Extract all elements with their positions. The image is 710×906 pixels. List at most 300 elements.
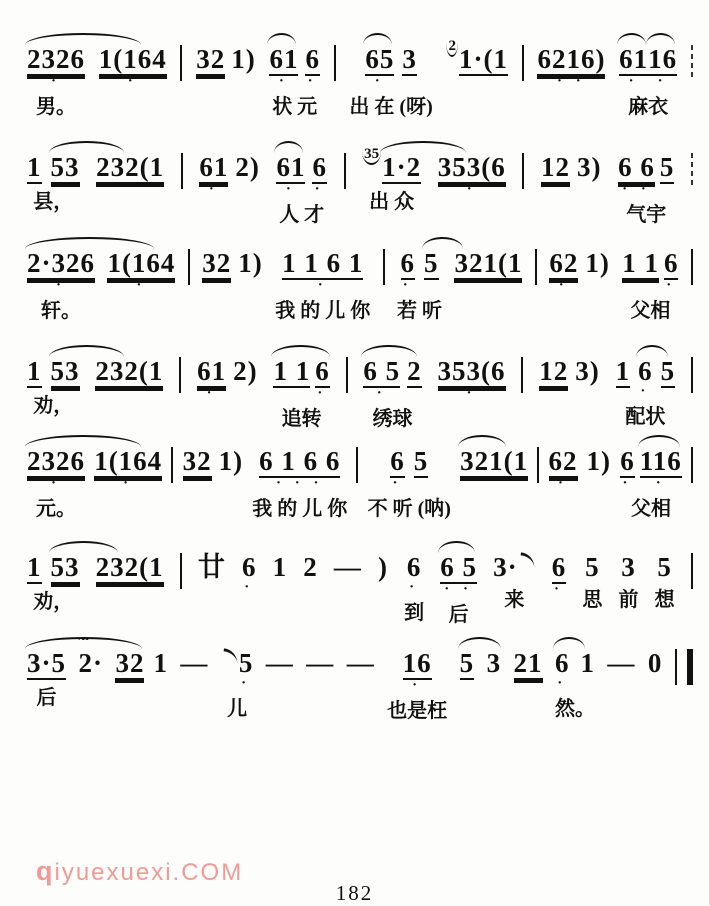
note-group	[460, 446, 528, 478]
lyric: 思	[582, 589, 603, 611]
barline	[180, 553, 182, 589]
note-digits: 321(1	[460, 446, 529, 476]
note	[403, 648, 432, 693]
note-cell	[27, 44, 85, 119]
note-digits: 5	[585, 552, 600, 582]
note	[51, 152, 80, 184]
note-cell	[221, 648, 254, 721]
note-group	[202, 248, 263, 280]
note	[242, 552, 257, 595]
octave-dots: ·	[392, 475, 403, 491]
note-digits: 廿	[197, 552, 226, 582]
barline	[346, 357, 348, 393]
barline	[521, 357, 523, 393]
octave-dots: ·	[657, 73, 668, 89]
lyric: 也是枉	[387, 700, 448, 722]
barline-cell	[334, 44, 336, 81]
lyric: 劝，	[33, 591, 74, 613]
note-group	[266, 648, 294, 678]
note	[657, 552, 672, 582]
note-digits: 232(1	[96, 152, 165, 182]
note-cell	[404, 552, 424, 625]
note-group	[616, 356, 676, 399]
barline-cell	[383, 248, 385, 285]
note	[96, 152, 164, 184]
note	[27, 356, 42, 388]
note-cell	[266, 648, 294, 678]
note	[390, 446, 405, 491]
octave-dots: · ·	[444, 581, 473, 597]
note-digits: 1)	[585, 248, 610, 278]
octave-dots: ·	[241, 675, 252, 691]
note-digits: 61	[269, 44, 299, 74]
note-cell	[273, 356, 329, 431]
barline	[179, 357, 181, 393]
lyric: 到	[404, 602, 425, 624]
note-cell	[438, 152, 506, 197]
lyric: 父相	[630, 498, 671, 520]
note-cell	[276, 152, 327, 227]
octave-dots: ·	[123, 475, 134, 491]
note	[585, 552, 600, 582]
note-group	[198, 552, 226, 582]
note-digits: 232(1	[95, 552, 164, 582]
note-cell	[537, 44, 605, 89]
lyric: 前	[618, 589, 639, 611]
note	[27, 248, 95, 293]
lyric: 气宇	[626, 204, 667, 226]
note	[99, 44, 167, 89]
barline	[188, 249, 190, 285]
note	[196, 44, 225, 76]
note-group	[27, 152, 80, 184]
note	[27, 552, 42, 584]
note	[539, 356, 568, 388]
barline-cell	[691, 152, 693, 189]
lyric: 轩。	[41, 300, 81, 322]
note-group	[648, 648, 663, 678]
lyric: 人 才	[279, 204, 325, 226]
note-cell	[334, 552, 362, 582]
note-group	[390, 446, 428, 491]
note-group	[378, 552, 388, 582]
note	[231, 44, 256, 74]
barline-cell	[356, 446, 358, 483]
note-group	[27, 356, 80, 388]
note-cell	[196, 44, 256, 76]
octave-dots: ·	[558, 277, 569, 293]
note-digits: 2	[303, 552, 318, 582]
note-digits: 1)	[231, 44, 256, 74]
note-digits: 1	[153, 648, 168, 678]
octave-dots: ·	[244, 579, 255, 595]
note	[202, 248, 231, 280]
lyric: 状 元	[272, 96, 318, 118]
note	[424, 248, 439, 280]
note-digits: 6	[400, 248, 416, 278]
barline-cell	[691, 44, 693, 81]
octave-dots: · ·	[557, 73, 586, 89]
note-group	[460, 648, 475, 680]
note-digits: 6 6	[618, 152, 655, 182]
note	[259, 446, 340, 491]
grace-note	[362, 146, 382, 165]
note-group	[27, 446, 85, 491]
note-digits: 1·(1	[458, 44, 508, 74]
note-digits: 1	[27, 152, 42, 182]
note-cell	[378, 552, 388, 582]
note-digits: 3)	[577, 152, 602, 182]
note-group	[365, 44, 417, 89]
barline-cell	[535, 248, 537, 285]
octave-dots: ·	[374, 73, 385, 89]
note-cell	[446, 38, 508, 76]
note-cell	[549, 248, 610, 293]
note	[638, 356, 653, 399]
note-group	[493, 552, 536, 582]
note-group	[269, 44, 320, 89]
note-digits: 6	[242, 552, 257, 582]
note	[622, 248, 659, 280]
note-cell	[202, 248, 263, 280]
note-cell	[198, 552, 226, 582]
note-digits: 1 1 6 1	[282, 248, 364, 278]
note-digits: 32	[196, 44, 226, 74]
note	[454, 248, 522, 280]
note-group	[282, 248, 363, 293]
octave-dots: ·	[557, 675, 568, 691]
note-digits: 3)	[575, 356, 600, 386]
barline	[691, 249, 693, 285]
barline	[537, 447, 539, 483]
note	[587, 446, 612, 476]
note	[276, 152, 305, 197]
score-system	[27, 248, 693, 323]
note	[115, 648, 144, 680]
note-group	[555, 648, 595, 691]
lyric: 追转	[281, 408, 322, 430]
note	[273, 356, 310, 388]
note	[552, 552, 567, 597]
note-group	[334, 552, 362, 582]
note-cell	[368, 446, 451, 521]
note	[315, 356, 330, 401]
note-group	[514, 648, 543, 680]
note-digits: 1(164	[94, 446, 163, 476]
note-group	[273, 356, 329, 401]
note-digits: 5	[238, 648, 254, 678]
barline	[180, 45, 182, 81]
note-digits: 6 1 6 6	[259, 446, 341, 476]
note-group	[618, 152, 674, 197]
note	[27, 44, 85, 89]
note-digits: 232(1	[95, 356, 164, 386]
note-digits: 61	[197, 356, 227, 386]
octave-dots: ·	[466, 181, 477, 197]
note-group	[94, 446, 162, 491]
note-digits: 5	[659, 152, 675, 182]
watermark-text: qiyuexuexi.COM	[36, 856, 244, 886]
note-cell	[275, 248, 370, 323]
note-group	[259, 446, 340, 491]
note-cell	[306, 648, 334, 678]
note-cell	[397, 248, 442, 323]
note-digits: 2·326	[27, 248, 96, 278]
note-digits: 2	[446, 39, 458, 57]
note	[238, 248, 263, 278]
lyric: 父相	[630, 300, 671, 322]
note-group	[407, 552, 422, 595]
barline	[171, 447, 173, 483]
note-digits: 6	[390, 446, 405, 476]
note	[414, 446, 429, 478]
note-digits: 6	[305, 44, 320, 74]
note-cell	[619, 44, 677, 119]
note	[640, 446, 682, 491]
lyric: 来	[504, 589, 525, 611]
note-digits: )	[378, 552, 388, 582]
note-digits: 6	[620, 446, 635, 476]
note-digits: 116	[639, 446, 682, 476]
note-cell	[27, 248, 95, 323]
note-group	[196, 44, 256, 76]
note-digits: 6	[406, 552, 422, 582]
note	[306, 648, 334, 678]
note-group	[541, 152, 602, 184]
note-group	[438, 152, 506, 197]
note-digits: 32	[115, 648, 145, 678]
note-digits: 2	[407, 356, 422, 386]
score-system	[27, 446, 693, 521]
note-cell	[99, 44, 167, 89]
note-cell	[94, 446, 162, 491]
barline	[344, 153, 346, 189]
note-digits: —	[607, 648, 636, 678]
note-digits: 5	[424, 248, 439, 278]
note-digits: 61	[199, 152, 229, 182]
lyric: 出 众	[369, 191, 415, 213]
note	[438, 356, 506, 401]
note-digits: 2326	[27, 446, 85, 476]
barline-cell	[691, 552, 693, 589]
note-digits: 6	[312, 152, 327, 182]
octave-dots: ·	[208, 181, 219, 197]
note	[580, 648, 595, 678]
barline	[522, 45, 524, 81]
note-digits: 35	[362, 147, 381, 165]
note-digits: 321(1	[454, 248, 523, 278]
note-group	[607, 648, 635, 678]
note-digits: 6	[638, 356, 653, 386]
note	[575, 356, 600, 386]
note-group	[440, 552, 477, 597]
lyric: 不 听 (呐)	[367, 498, 451, 520]
note-group	[96, 552, 164, 584]
note	[96, 552, 164, 584]
note-cell	[180, 648, 208, 678]
note-digits: 1	[27, 552, 42, 582]
note-digits: 6	[315, 356, 330, 386]
note-digits: 32	[182, 446, 212, 476]
note	[235, 152, 260, 182]
note-group	[306, 648, 334, 678]
tremolo-mark: ~~	[78, 631, 86, 646]
note	[51, 356, 80, 388]
note-group	[362, 146, 422, 184]
barline-cell	[675, 648, 693, 685]
octave-dots: ·	[622, 475, 633, 491]
note-cell	[552, 552, 567, 597]
note	[460, 446, 528, 478]
note	[27, 446, 85, 491]
note	[549, 248, 578, 293]
barline-cell	[346, 356, 348, 393]
note-cell	[252, 446, 347, 521]
barline	[691, 153, 693, 189]
octave-dots: ·	[466, 385, 477, 401]
note	[199, 152, 228, 197]
note-group	[180, 648, 208, 678]
note-group	[363, 356, 421, 401]
note-cell	[648, 648, 663, 678]
barline-cell	[180, 44, 182, 81]
note-cell	[454, 248, 522, 280]
note-cell	[115, 648, 168, 680]
note	[577, 152, 602, 182]
note-digits: 1)	[238, 248, 263, 278]
note-cell	[199, 152, 260, 197]
lyric: 男。	[36, 96, 76, 118]
note-cell	[362, 146, 422, 214]
note-cell	[387, 648, 447, 723]
note	[487, 648, 502, 678]
note-digits: 6216)	[537, 44, 606, 74]
barline	[691, 357, 693, 393]
barline-cell	[522, 44, 524, 81]
octave-dots: ·	[317, 385, 328, 401]
note-digits: 1)	[586, 446, 612, 476]
note-cell	[349, 44, 432, 119]
note-cell	[619, 552, 639, 612]
note	[493, 552, 518, 582]
octave-dots: ·	[317, 277, 328, 293]
barline-cell	[180, 552, 182, 589]
note-cell	[616, 356, 676, 429]
note	[440, 552, 477, 597]
note-cell	[607, 648, 635, 678]
note-digits: 0	[647, 648, 663, 678]
note-group	[620, 446, 682, 491]
barline	[691, 45, 693, 81]
note-digits: 6 5	[440, 552, 477, 582]
note-group	[537, 44, 605, 89]
note	[153, 648, 168, 678]
note-group	[276, 152, 327, 197]
note-group	[303, 552, 318, 582]
note-group	[27, 44, 85, 89]
note-cell	[622, 248, 678, 323]
note	[648, 648, 663, 678]
note-digits: 62	[549, 248, 579, 278]
note-cell	[197, 356, 258, 401]
octave-dots: · · ·	[275, 475, 324, 491]
barline	[181, 153, 183, 189]
grace-note	[446, 38, 459, 57]
note	[407, 552, 422, 595]
octave-dots: ·	[412, 677, 423, 693]
note-group	[549, 248, 610, 293]
note	[438, 152, 506, 197]
note	[620, 446, 635, 491]
note-digits: 1 1	[622, 248, 659, 278]
note-digits: 1(164	[107, 248, 176, 278]
note	[459, 44, 508, 76]
note-cell	[555, 648, 595, 721]
note	[661, 356, 676, 388]
note-group	[242, 552, 257, 595]
note-group	[199, 152, 260, 197]
note-digits: —	[333, 552, 362, 582]
page-number: 182	[335, 881, 374, 905]
note-cell	[487, 648, 502, 678]
note	[197, 356, 226, 401]
note-digits: 61	[276, 152, 306, 182]
score-system	[27, 146, 693, 227]
barline	[334, 45, 336, 81]
note-cell	[493, 552, 536, 612]
octave-dots: ·	[402, 277, 413, 293]
note-group	[115, 648, 168, 680]
note-cell	[582, 552, 602, 612]
octave-dots: ·	[50, 73, 61, 89]
note	[269, 44, 298, 89]
note	[78, 631, 103, 678]
note-group	[197, 356, 258, 401]
note-cell	[460, 446, 528, 478]
note-group	[549, 446, 612, 491]
note	[51, 552, 80, 584]
note-digits: 6	[554, 648, 570, 678]
lyric: 我 的 儿 你	[252, 498, 348, 520]
note-cell	[27, 648, 66, 710]
note	[266, 648, 294, 678]
note-group	[487, 648, 502, 678]
barline	[522, 153, 524, 189]
note	[401, 248, 416, 293]
note-group	[273, 552, 288, 582]
note-group	[347, 648, 375, 678]
note	[282, 248, 363, 293]
octave-dots: ·	[558, 475, 569, 491]
note-group	[552, 552, 567, 597]
note-group	[403, 648, 432, 693]
lyric: 我 的 儿 你	[275, 300, 371, 322]
lyric: 配状	[625, 406, 666, 428]
note-digits: 1	[580, 648, 595, 678]
lyric: 劝，	[33, 395, 74, 417]
note-cell	[438, 356, 506, 401]
lyric: 后	[36, 687, 57, 709]
note	[27, 152, 42, 184]
note-digits: 1	[615, 356, 631, 386]
note	[273, 552, 288, 582]
note	[607, 648, 635, 678]
note-digits: 1)	[218, 446, 244, 476]
note-digits: 3·5	[27, 648, 67, 678]
note-group	[621, 552, 636, 582]
octave-dots: ·	[314, 181, 325, 197]
note-digits: 353(6	[437, 152, 506, 182]
